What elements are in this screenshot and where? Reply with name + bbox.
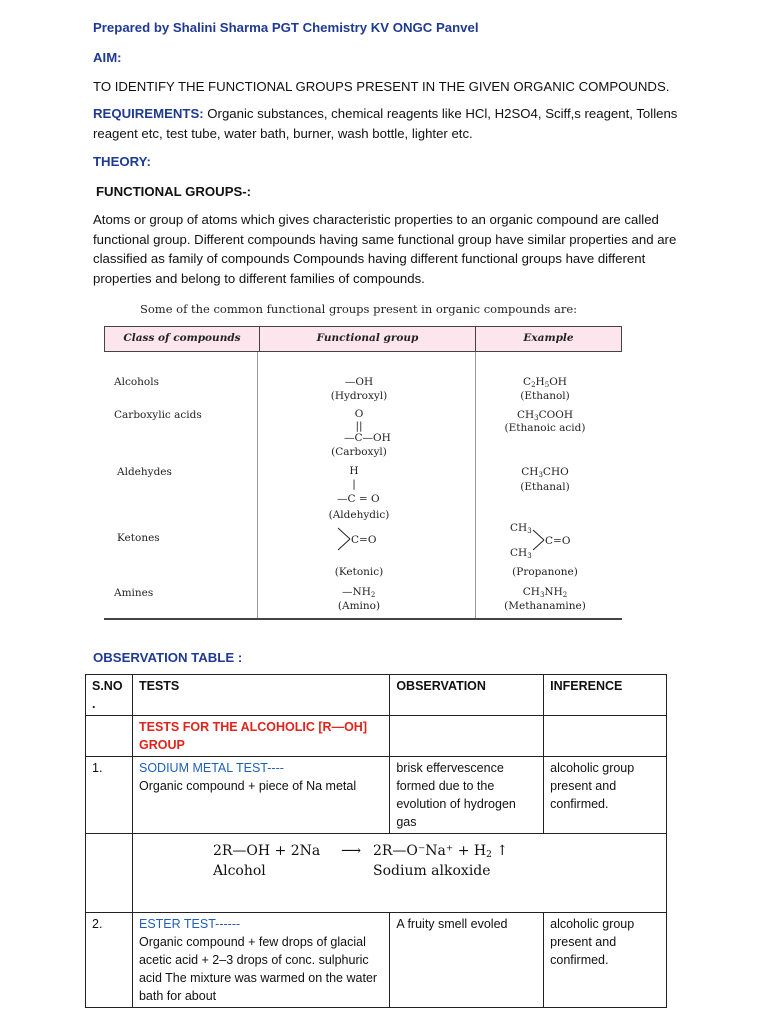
equation-row bbox=[86, 834, 667, 913]
class-aldehydes: Aldehydes bbox=[117, 466, 172, 478]
row1-observation: brisk effervescence formed due to the evolution of hydrogen gas bbox=[390, 757, 544, 834]
ester-test-title: ESTER TEST------ bbox=[138, 917, 241, 931]
requirements-label: REQUIREMENTS: bbox=[93, 106, 204, 121]
requirements-text: Organic substances, chemical reagents like HCl, H2SO4, Sciff,s reagent, Tollens reagent etc, test tube, water bath, burner, wash bottle, lighter etc. bbox=[93, 106, 678, 141]
class-alcohols: Alcohols bbox=[114, 376, 159, 388]
example-ethanoic-acid-name: (Ethanoic acid) bbox=[504, 422, 586, 434]
ester-test-desc: Organic compound + few drops of glacial acetic acid + 2–3 drops of conc. sulphuric acid The mixture was warmed on the water bath for about bbox=[138, 935, 378, 1003]
row2-sno: 2. bbox=[86, 913, 133, 1008]
header-inference: INFERENCE bbox=[544, 675, 667, 716]
example-propanone-ch3-top: $CH_3$ bbox=[510, 522, 532, 535]
group-ketonic-name: (Ketonic) bbox=[334, 566, 384, 578]
example-propanone-name: (Propanone) bbox=[512, 566, 578, 578]
equation-alcohol-label: Alcohol bbox=[212, 863, 266, 879]
example-ethanal: $CH_3CHO$ bbox=[521, 466, 569, 479]
carboxyl-double-bond: || bbox=[355, 420, 363, 432]
table-row bbox=[86, 913, 667, 1008]
aldehyde-single-bond: | bbox=[352, 478, 356, 490]
table-header-row bbox=[86, 675, 667, 716]
group-aldehydic: —C = O bbox=[337, 493, 380, 505]
header-sno: S.NO . bbox=[86, 675, 133, 716]
example-propanone-ch3-bottom: $CH_3$ bbox=[510, 547, 532, 560]
row2-test bbox=[132, 913, 389, 1008]
header-observation: OBSERVATION bbox=[390, 675, 544, 716]
row2-observation: A fruity smell evoled bbox=[390, 913, 544, 1008]
class-ketones: Ketones bbox=[117, 532, 160, 544]
reaction-arrow-icon: ⟶ bbox=[340, 843, 362, 859]
class-carboxylic-acids: Carboxylic acids bbox=[114, 409, 202, 421]
row1-test bbox=[132, 757, 389, 834]
row1-sno: 1. bbox=[86, 757, 133, 834]
group-carboxyl-name: (Carboxyl) bbox=[331, 446, 387, 458]
equation-alkoxide-label: Sodium alkoxide bbox=[372, 863, 491, 879]
sodium-metal-test-title: SODIUM METAL TEST---- bbox=[138, 761, 284, 775]
table-row bbox=[86, 716, 667, 757]
group-aldehydic-name: (Aldehydic) bbox=[328, 509, 390, 521]
functional-groups-figure bbox=[104, 300, 624, 620]
class-amines: Amines bbox=[114, 587, 154, 599]
theory-paragraph: Atoms or group of atoms which gives characteristic properties to an organic compound are called functional group. Different compounds having same functional group have similar properties and are classified as family of compounds Compounds having different functional groups have different properties and belong to different families of compounds. bbox=[93, 212, 677, 286]
group-hydroxyl-name: (Hydroxyl) bbox=[330, 390, 388, 402]
equation-lhs: 2R—OH + 2Na bbox=[212, 843, 321, 859]
figure-header-row bbox=[104, 326, 622, 352]
prepared-by-line: Prepared by Shalini Sharma PGT Chemistry KV ONGC Panvel bbox=[93, 20, 479, 35]
sodium-metal-test-desc: Organic compound + piece of Na metal bbox=[138, 779, 357, 793]
carboxyl-oxygen: O bbox=[354, 408, 364, 420]
aldehyde-hydrogen: H bbox=[349, 465, 359, 477]
sodium-reaction-equation bbox=[132, 834, 666, 913]
figure-header-example: Example bbox=[523, 332, 574, 344]
group-ketonic: C=O bbox=[351, 534, 377, 546]
example-ethanoic-acid: $CH_3COOH$ bbox=[516, 409, 574, 422]
figure-header-group: Functional group bbox=[316, 332, 419, 344]
observation-title: OBSERVATION TABLE : bbox=[93, 650, 243, 665]
example-ethanal-name: (Ethanal) bbox=[520, 481, 570, 493]
group-amino: $—NH_2$ bbox=[342, 586, 376, 599]
row2-inference: alcoholic group present and confirmed. bbox=[544, 913, 667, 1008]
theory-label: THEORY: bbox=[93, 154, 151, 169]
requirements-paragraph bbox=[93, 104, 683, 143]
row1-inference: alcoholic group present and confirmed. bbox=[544, 757, 667, 834]
group-amino-name: (Amino) bbox=[337, 600, 381, 612]
observation-table bbox=[85, 674, 667, 1008]
example-methanamine: $CH_3NH_2$ bbox=[522, 586, 568, 599]
example-ethanol-name: (Ethanol) bbox=[520, 390, 570, 402]
table-row bbox=[86, 757, 667, 834]
section-heading: TESTS FOR THE ALCOHOLIC [R—OH] GROUP bbox=[132, 716, 389, 757]
example-propanone: C=O bbox=[545, 535, 571, 547]
header-tests: TESTS bbox=[132, 675, 389, 716]
example-ethanol: $C_2H_5OH$ bbox=[523, 376, 567, 389]
functional-groups-heading: FUNCTIONAL GROUPS-: bbox=[96, 184, 252, 199]
aim-label: AIM: bbox=[93, 50, 122, 65]
example-methanamine-name: (Methanamine) bbox=[504, 600, 586, 612]
group-carboxyl: —C—OH bbox=[344, 432, 391, 444]
figure-header-class: Class of compounds bbox=[123, 332, 241, 344]
equation-rhs: 2R—O⁻Na⁺ + $H_2$ ↑ bbox=[372, 843, 509, 860]
group-hydroxyl: —OH bbox=[344, 376, 374, 388]
aim-text: TO IDENTIFY THE FUNCTIONAL GROUPS PRESENT IN THE GIVEN ORGANIC COMPOUNDS. bbox=[93, 79, 670, 94]
figure-caption: Some of the common functional groups present in organic compounds are: bbox=[140, 302, 578, 316]
